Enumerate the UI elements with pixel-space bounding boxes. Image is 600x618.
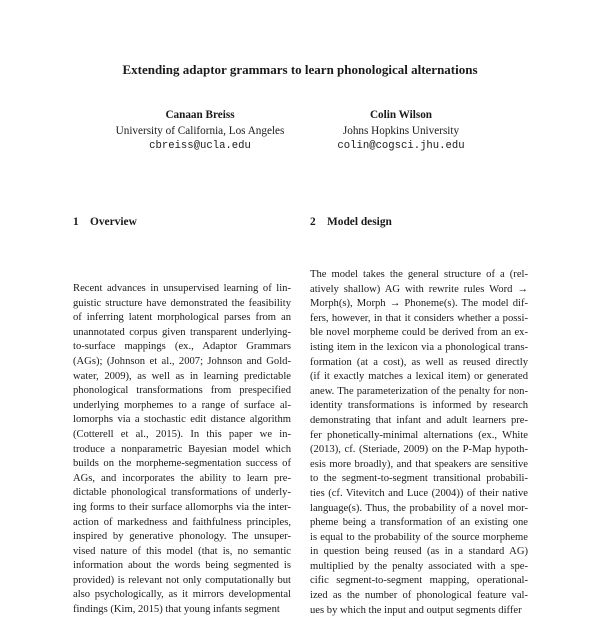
body-line: underlying morphemes to a range of surface al- — [73, 399, 291, 411]
body-line: water, 2009), as well as in learning predictable — [73, 370, 291, 382]
body-line: dictable phonological transformations of underly- — [73, 487, 291, 499]
body-line: identity transformations is informed by research — [310, 400, 528, 412]
author-block-1 — [85, 108, 315, 155]
body-line: of inferring latent morphological parses from an — [73, 312, 291, 324]
body-line: ing forms to their surface allomorphs via the inter- — [73, 501, 291, 513]
overview-body — [73, 282, 291, 618]
section-heading-overview — [73, 216, 137, 228]
body-line: to-surface mappings (ex., Adaptor Grammars — [73, 341, 291, 353]
body-line: information about the words being segmented is — [73, 560, 291, 572]
body-line: anew. The parameterization of the penalty for non- — [310, 385, 528, 397]
body-line: action of markedness and faithfulness principles, — [73, 516, 291, 528]
section-number: 2 — [310, 216, 316, 228]
body-line: unannotated corpus given transparent underlying- — [73, 326, 291, 338]
body-line: (2013), cf. (Steriade, 2009) on the P-Map hypoth- — [310, 444, 528, 456]
body-line: Recent advances in unsupervised learning of lin- — [73, 283, 291, 294]
body-line: cific segment-to-segment mapping, operational- — [310, 575, 528, 587]
body-line: isting item in the lexicon via a phonological trans- — [310, 341, 528, 353]
model-design-body — [310, 268, 528, 618]
section-number: 1 — [73, 216, 79, 228]
body-line: ties (cf. Vitevitch and Luce (2004)) of their native — [310, 487, 528, 499]
body-line: to the segment-to-segment transitional probabili- — [310, 473, 528, 485]
body-line: lomorphs via a stochastic edit distance algorithm — [73, 414, 291, 426]
body-line: (if it exactly matches a lexical item) or generated — [310, 371, 528, 383]
author-affiliation: University of California, Los Angeles — [115, 124, 285, 137]
body-line: troduce a nonparametric Bayesian model which — [73, 443, 291, 455]
author-email: colin@cogsci.jhu.edu — [337, 140, 465, 152]
body-line: vised nature of this model (that is, no semantic — [73, 545, 291, 557]
body-line: ues by which the input and output segments differ — [310, 604, 522, 616]
body-line: language(s). Thus, the probability of a novel mor- — [310, 502, 528, 514]
author-block-2 — [286, 108, 516, 155]
body-line: multiplied by the penalty associated with a spe- — [310, 560, 528, 572]
body-line: The model takes the general structure of a (rel- — [310, 269, 528, 280]
body-line: in question being reused (as in a standard AG) — [310, 546, 528, 558]
section-heading-model-design — [310, 216, 392, 228]
body-line: guistic structure have demonstrated the feasibility — [73, 297, 291, 309]
body-line: atively shallow) AG with rewrite rules Word → — [310, 283, 528, 295]
body-line: (Cotterell et al., 2015). In this paper we in- — [73, 428, 291, 440]
body-line: builds on the morpheme-segmentation success of — [73, 458, 291, 470]
author-name: Colin Wilson — [369, 109, 433, 121]
body-line: formation (at a cost), as well as reused directly — [310, 356, 528, 368]
body-line: is equal to the probability of the source morpheme — [310, 531, 528, 543]
body-line: fers, however, in that it considers whether a possi- — [310, 312, 528, 324]
body-line: inspired by generative phonology. The unsuper- — [73, 531, 291, 543]
body-line: AGs, and incorporates the ability to learn pre- — [73, 472, 291, 484]
body-line: ble novel morpheme could be derived from an ex- — [310, 327, 528, 339]
body-line: esis more broadly), and that speakers are sensitive — [310, 458, 528, 470]
body-line: (AGs); (Johnson et al., 2007; Johnson and Gold- — [73, 355, 291, 367]
author-name: Canaan Breiss — [165, 109, 235, 121]
body-line: fer phonetically-minimal alternations (ex., White — [310, 429, 528, 441]
author-affiliation: Johns Hopkins University — [342, 124, 460, 137]
body-line: phonological transformations from prespecified — [73, 385, 291, 397]
paper-title: Extending adaptor grammars to learn phonological alternations — [122, 62, 478, 77]
body-line: provided) is relevant not only computationally but — [73, 574, 291, 586]
body-line: also psychologically, as it mirrors developmental — [73, 589, 291, 601]
section-title: Model design — [327, 216, 392, 228]
body-line: ized as the number of phonological feature val- — [310, 590, 528, 602]
body-line: pheme being a transformation of an existing one — [310, 517, 528, 529]
body-line: findings (Kim, 2015) that young infants segment — [73, 604, 280, 616]
body-line: demonstrating that infant and adult learners pre- — [310, 414, 528, 426]
section-title: Overview — [90, 216, 137, 228]
author-email: cbreiss@ucla.edu — [149, 140, 251, 152]
body-line: Morph(s), Morph → Phoneme(s). The model dif- — [310, 298, 528, 310]
